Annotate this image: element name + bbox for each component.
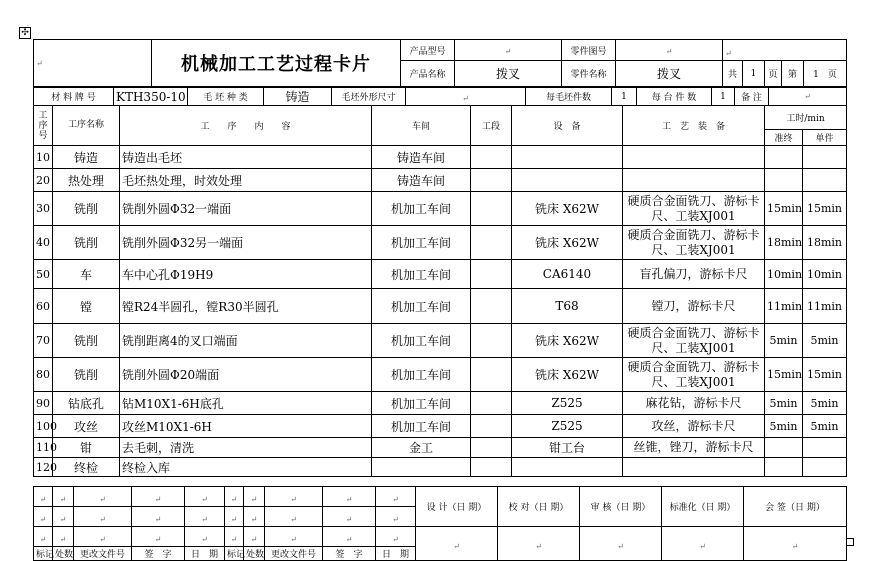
op-tooling-cell[interactable]: 硬质合金面铣刀、游标卡尺、工装XJ001	[623, 324, 765, 358]
table-row	[34, 169, 847, 192]
op-workshop-cell[interactable]: 机加工车间	[372, 192, 471, 226]
table-row	[34, 192, 847, 226]
op-no-cell[interactable]: 10	[34, 146, 53, 169]
op-name-cell[interactable]: 车	[53, 260, 120, 289]
rev-cell[interactable]: ↵	[132, 527, 185, 547]
standard-value[interactable]: ↵	[662, 527, 744, 561]
rev-cell[interactable]: ↵	[323, 527, 376, 547]
date-label-2: 日 期	[376, 547, 416, 561]
table-row	[34, 324, 847, 358]
op-unit-cell[interactable]: 5min	[803, 392, 847, 415]
product-name-label: 产品名称	[401, 61, 455, 87]
rev-cell[interactable]: ↵	[185, 527, 225, 547]
rev-cell[interactable]: ↵	[323, 487, 376, 507]
op-workshop-cell[interactable]: 铸造车间	[372, 169, 471, 192]
op-name-cell[interactable]: 热处理	[53, 169, 120, 192]
op-name-cell[interactable]: 铣削	[53, 358, 120, 392]
op-no-cell[interactable]: 60	[34, 289, 53, 324]
table-row	[34, 146, 847, 169]
sign-label: 会 签（日 期）	[744, 487, 847, 527]
op-prep-cell[interactable]: 15min	[765, 358, 803, 392]
op-no-cell[interactable]: 120	[34, 458, 53, 477]
col-op-name: 工序名称	[53, 106, 120, 146]
op-section-cell[interactable]	[471, 358, 512, 392]
page-index[interactable]: 1	[813, 70, 819, 80]
op-name-cell[interactable]: 钳	[53, 438, 120, 458]
review-value[interactable]: ↵	[580, 527, 662, 561]
op-prep-cell[interactable]: 15min	[765, 192, 803, 226]
op-unit-cell[interactable]: 10min	[803, 260, 847, 289]
rev-cell[interactable]: ↵	[53, 487, 74, 507]
page-index-label: 第	[782, 61, 804, 87]
op-name-cell[interactable]: 攻丝	[53, 415, 120, 438]
table-row	[34, 458, 847, 477]
op-workshop-cell[interactable]: 机加工车间	[372, 392, 471, 415]
table-row	[34, 415, 847, 438]
mark-label-1: 标记	[34, 547, 53, 561]
page-index-row[interactable]	[804, 61, 847, 87]
op-no-cell[interactable]: 70	[34, 324, 53, 358]
remarks-value[interactable]: ↵	[769, 88, 847, 106]
part-no-label: 零件图号	[562, 40, 616, 61]
rev-cell[interactable]: ↵	[74, 527, 132, 547]
page-label-1: 页	[765, 61, 782, 87]
col-op-no: 工序号	[34, 106, 53, 146]
page-label-2: 页	[827, 70, 837, 80]
op-content-cell[interactable]: 镗R24半圆孔，镗R30半圆孔	[120, 289, 372, 324]
op-content-cell[interactable]: 铣削外圆Φ20端面	[120, 358, 372, 392]
col-equipment: 设 备	[512, 106, 623, 146]
col-content: 工 序 内 容	[120, 106, 372, 146]
op-workshop-cell[interactable]: 机加工车间	[372, 358, 471, 392]
op-prep-cell[interactable]: 11min	[765, 289, 803, 324]
op-no-cell[interactable]: 20	[34, 169, 53, 192]
op-unit-cell[interactable]: 5min	[803, 324, 847, 358]
card-header	[33, 39, 847, 87]
mark-label-2: 标记	[225, 547, 244, 561]
op-unit-cell[interactable]: 15min	[803, 358, 847, 392]
rev-cell[interactable]: ↵	[225, 487, 244, 507]
blank-size-label: 毛坯外形尺寸	[332, 88, 406, 106]
op-name-cell[interactable]: 铣削	[53, 324, 120, 358]
op-name-cell[interactable]: 钻底孔	[53, 392, 120, 415]
material-grade-value[interactable]: KTH350-10	[114, 88, 188, 106]
op-no-cell[interactable]: 50	[34, 260, 53, 289]
op-equipment-cell[interactable]: T68	[512, 289, 623, 324]
op-equipment-cell[interactable]	[512, 458, 623, 477]
op-no-cell[interactable]: 40	[34, 226, 53, 260]
blank-type-label: 毛 坯 种 类	[188, 88, 264, 106]
op-content-cell[interactable]: 车中心孔Φ19H9	[120, 260, 372, 289]
count-label-1: 处数	[53, 547, 74, 561]
op-tooling-cell[interactable]: 硬质合金面铣刀、游标卡尺、工装XJ001	[623, 192, 765, 226]
op-unit-cell[interactable]: 18min	[803, 226, 847, 260]
rev-cell[interactable]: ↵	[376, 527, 416, 547]
table-row	[34, 392, 847, 415]
op-section-cell[interactable]	[471, 392, 512, 415]
col-section: 工段	[471, 106, 512, 146]
op-section-cell[interactable]	[471, 458, 512, 477]
process-table	[33, 105, 847, 477]
table-row	[34, 438, 847, 458]
op-tooling-cell[interactable]: 攻丝，游标卡尺	[623, 415, 765, 438]
rev-cell[interactable]: ↵	[265, 527, 323, 547]
rev-cell[interactable]: ↵	[74, 487, 132, 507]
remarks-label: 备 注	[735, 88, 769, 106]
docno-label-2: 更改文件号	[265, 547, 323, 561]
rev-cell[interactable]: ↵	[34, 527, 53, 547]
op-workshop-cell[interactable]: 金工	[372, 438, 471, 458]
table-row	[34, 289, 847, 324]
rev-cell[interactable]: ↵	[376, 487, 416, 507]
op-tooling-cell[interactable]: 盲孔偏刀，游标卡尺	[623, 260, 765, 289]
op-no-cell[interactable]: 110	[34, 438, 53, 458]
product-model-value[interactable]: ↵	[455, 40, 562, 61]
part-no-value[interactable]: ↵	[616, 40, 723, 61]
table-row	[34, 226, 847, 260]
col-time: 工时/min	[765, 106, 847, 130]
col-workshop: 车间	[372, 106, 471, 146]
part-name-value[interactable]: 拨叉	[616, 61, 723, 87]
op-section-cell[interactable]	[471, 260, 512, 289]
op-tooling-cell[interactable]: 麻花钻，游标卡尺	[623, 392, 765, 415]
op-tooling-cell[interactable]	[623, 146, 765, 169]
design-label: 设 计（日 期）	[416, 487, 498, 527]
op-section-cell[interactable]	[471, 438, 512, 458]
op-unit-cell[interactable]: 15min	[803, 192, 847, 226]
op-no-cell[interactable]: 80	[34, 358, 53, 392]
rev-cell[interactable]: ↵	[244, 487, 265, 507]
col-prep: 准终	[765, 130, 803, 146]
op-content-cell[interactable]: 毛坯热处理，时效处理	[120, 169, 372, 192]
blank-size-value[interactable]: ↵	[406, 88, 526, 106]
product-model-label: 产品型号	[401, 40, 455, 61]
op-equipment-cell[interactable]	[512, 169, 623, 192]
rev-cell[interactable]: ↵	[244, 507, 265, 527]
col-unit: 单件	[803, 130, 847, 146]
rev-cell[interactable]: ↵	[74, 507, 132, 527]
op-equipment-cell[interactable]: Z525	[512, 392, 623, 415]
op-content-cell[interactable]: 终检入库	[120, 458, 372, 477]
op-name-cell[interactable]: 镗	[53, 289, 120, 324]
op-tooling-cell[interactable]: 硬质合金面铣刀、游标卡尺、工装XJ001	[623, 358, 765, 392]
material-row	[33, 87, 847, 106]
check-label: 校 对（日 期）	[498, 487, 580, 527]
rev-cell[interactable]: ↵	[265, 507, 323, 527]
rev-cell[interactable]: ↵	[244, 527, 265, 547]
op-unit-cell[interactable]	[803, 438, 847, 458]
op-tooling-cell[interactable]	[623, 458, 765, 477]
op-section-cell[interactable]	[471, 324, 512, 358]
op-name-cell[interactable]: 铸造	[53, 146, 120, 169]
total-label: 共	[723, 61, 743, 87]
rev-cell[interactable]: ↵	[132, 487, 185, 507]
op-prep-cell[interactable]: 10min	[765, 260, 803, 289]
per-unit-label: 每 台 件 数	[637, 88, 712, 106]
op-equipment-cell[interactable]: 铣床 X62W	[512, 324, 623, 358]
header-right-blank[interactable]: ↵	[723, 40, 847, 61]
op-content-cell[interactable]: 攻丝M10X1-6H	[120, 415, 372, 438]
rev-cell[interactable]: ↵	[225, 527, 244, 547]
op-workshop-cell[interactable]: 机加工车间	[372, 415, 471, 438]
op-prep-cell[interactable]	[765, 438, 803, 458]
rev-cell[interactable]: ↵	[225, 507, 244, 527]
op-content-cell[interactable]: 铣削距离4的叉口端面	[120, 324, 372, 358]
op-section-cell[interactable]	[471, 289, 512, 324]
standard-label: 标准化（日 期）	[662, 487, 744, 527]
rev-cell[interactable]: ↵	[185, 487, 225, 507]
sign-value[interactable]: ↵	[744, 527, 847, 561]
check-value[interactable]: ↵	[498, 527, 580, 561]
op-content-cell[interactable]: 铣削外圆Φ32一端面	[120, 192, 372, 226]
op-unit-cell[interactable]: 5min	[803, 415, 847, 438]
op-workshop-cell[interactable]: 机加工车间	[372, 226, 471, 260]
op-workshop-cell[interactable]: 机加工车间	[372, 289, 471, 324]
count-label-2: 处数	[244, 547, 265, 561]
signature-label-2: 签 字	[323, 547, 376, 561]
header-blank-left: ↵	[34, 40, 152, 87]
rev-cell[interactable]: ↵	[265, 487, 323, 507]
material-grade-label: 材 料 牌 号	[34, 88, 114, 106]
rev-cell[interactable]: ↵	[34, 487, 53, 507]
process-rows	[34, 146, 847, 477]
table-move-handle-icon[interactable]: ✣	[19, 27, 31, 39]
rev-cell[interactable]: ↵	[323, 507, 376, 527]
per-unit-value[interactable]: 1	[712, 88, 735, 106]
rev-cell[interactable]: ↵	[132, 507, 185, 527]
op-prep-cell[interactable]: 5min	[765, 415, 803, 438]
op-workshop-cell[interactable]: 铸造车间	[372, 146, 471, 169]
op-tooling-cell[interactable]: 镗刀，游标卡尺	[623, 289, 765, 324]
total-pages[interactable]: 1	[743, 61, 765, 87]
docno-label-1: 更改文件号	[74, 547, 132, 561]
rev-cell[interactable]: ↵	[376, 507, 416, 527]
op-unit-cell[interactable]	[803, 458, 847, 477]
design-value[interactable]: ↵	[416, 527, 498, 561]
op-content-cell[interactable]: 铸造出毛坯	[120, 146, 372, 169]
op-workshop-cell[interactable]: 机加工车间	[372, 260, 471, 289]
op-unit-cell[interactable]	[803, 169, 847, 192]
op-equipment-cell[interactable]: 铣床 X62W	[512, 192, 623, 226]
op-unit-cell[interactable]	[803, 146, 847, 169]
op-tooling-cell[interactable]	[623, 169, 765, 192]
rev-cell[interactable]: ↵	[185, 507, 225, 527]
op-content-cell[interactable]: 去毛刺，清洗	[120, 438, 372, 458]
op-name-cell[interactable]: 终检	[53, 458, 120, 477]
op-unit-cell[interactable]: 11min	[803, 289, 847, 324]
op-prep-cell[interactable]	[765, 169, 803, 192]
op-section-cell[interactable]	[471, 169, 512, 192]
table-resize-handle-icon[interactable]	[846, 538, 854, 546]
rev-cell[interactable]: ↵	[34, 507, 53, 527]
op-no-cell[interactable]: 100	[34, 415, 53, 438]
per-blank-label: 每毛坯件数	[526, 88, 612, 106]
op-prep-cell[interactable]: 5min	[765, 392, 803, 415]
op-name-cell[interactable]: 铣削	[53, 192, 120, 226]
op-equipment-cell[interactable]: CA6140	[512, 260, 623, 289]
op-tooling-cell[interactable]: 丝锥，锉刀，游标卡尺	[623, 438, 765, 458]
op-equipment-cell[interactable]: Z525	[512, 415, 623, 438]
op-prep-cell[interactable]: 5min	[765, 324, 803, 358]
product-name-value[interactable]: 拨叉	[455, 61, 562, 87]
op-no-cell[interactable]: 30	[34, 192, 53, 226]
op-prep-cell[interactable]	[765, 146, 803, 169]
op-equipment-cell[interactable]: 钳工台	[512, 438, 623, 458]
op-section-cell[interactable]	[471, 415, 512, 438]
part-name-label: 零件名称	[562, 61, 616, 87]
op-prep-cell[interactable]: 18min	[765, 226, 803, 260]
rev-cell[interactable]: ↵	[53, 527, 74, 547]
op-prep-cell[interactable]	[765, 458, 803, 477]
table-row	[34, 260, 847, 289]
op-equipment-cell[interactable]	[512, 146, 623, 169]
rev-cell[interactable]: ↵	[53, 507, 74, 527]
card-footer	[33, 486, 847, 561]
col-tooling: 工 艺 装 备	[623, 106, 765, 146]
op-tooling-cell[interactable]: 硬质合金面铣刀、游标卡尺、工装XJ001	[623, 226, 765, 260]
date-label-1: 日 期	[185, 547, 225, 561]
op-content-cell[interactable]: 钻M10X1-6H底孔	[120, 392, 372, 415]
review-label: 审 核（日 期）	[580, 487, 662, 527]
op-section-cell[interactable]	[471, 146, 512, 169]
op-equipment-cell[interactable]: 铣床 X62W	[512, 226, 623, 260]
op-workshop-cell[interactable]: 机加工车间	[372, 324, 471, 358]
blank-type-value[interactable]: 铸造	[264, 88, 332, 106]
op-equipment-cell[interactable]: 铣床 X62W	[512, 358, 623, 392]
op-no-cell[interactable]: 90	[34, 392, 53, 415]
table-row	[34, 358, 847, 392]
card-title: 机械加工工艺过程卡片	[152, 40, 401, 87]
op-workshop-cell[interactable]	[372, 458, 471, 477]
op-name-cell[interactable]: 铣削	[53, 226, 120, 260]
signature-label-1: 签 字	[132, 547, 185, 561]
per-blank-value[interactable]: 1	[612, 88, 637, 106]
op-section-cell[interactable]	[471, 226, 512, 260]
op-section-cell[interactable]	[471, 192, 512, 226]
op-content-cell[interactable]: 铣削外圆Φ32另一端面	[120, 226, 372, 260]
